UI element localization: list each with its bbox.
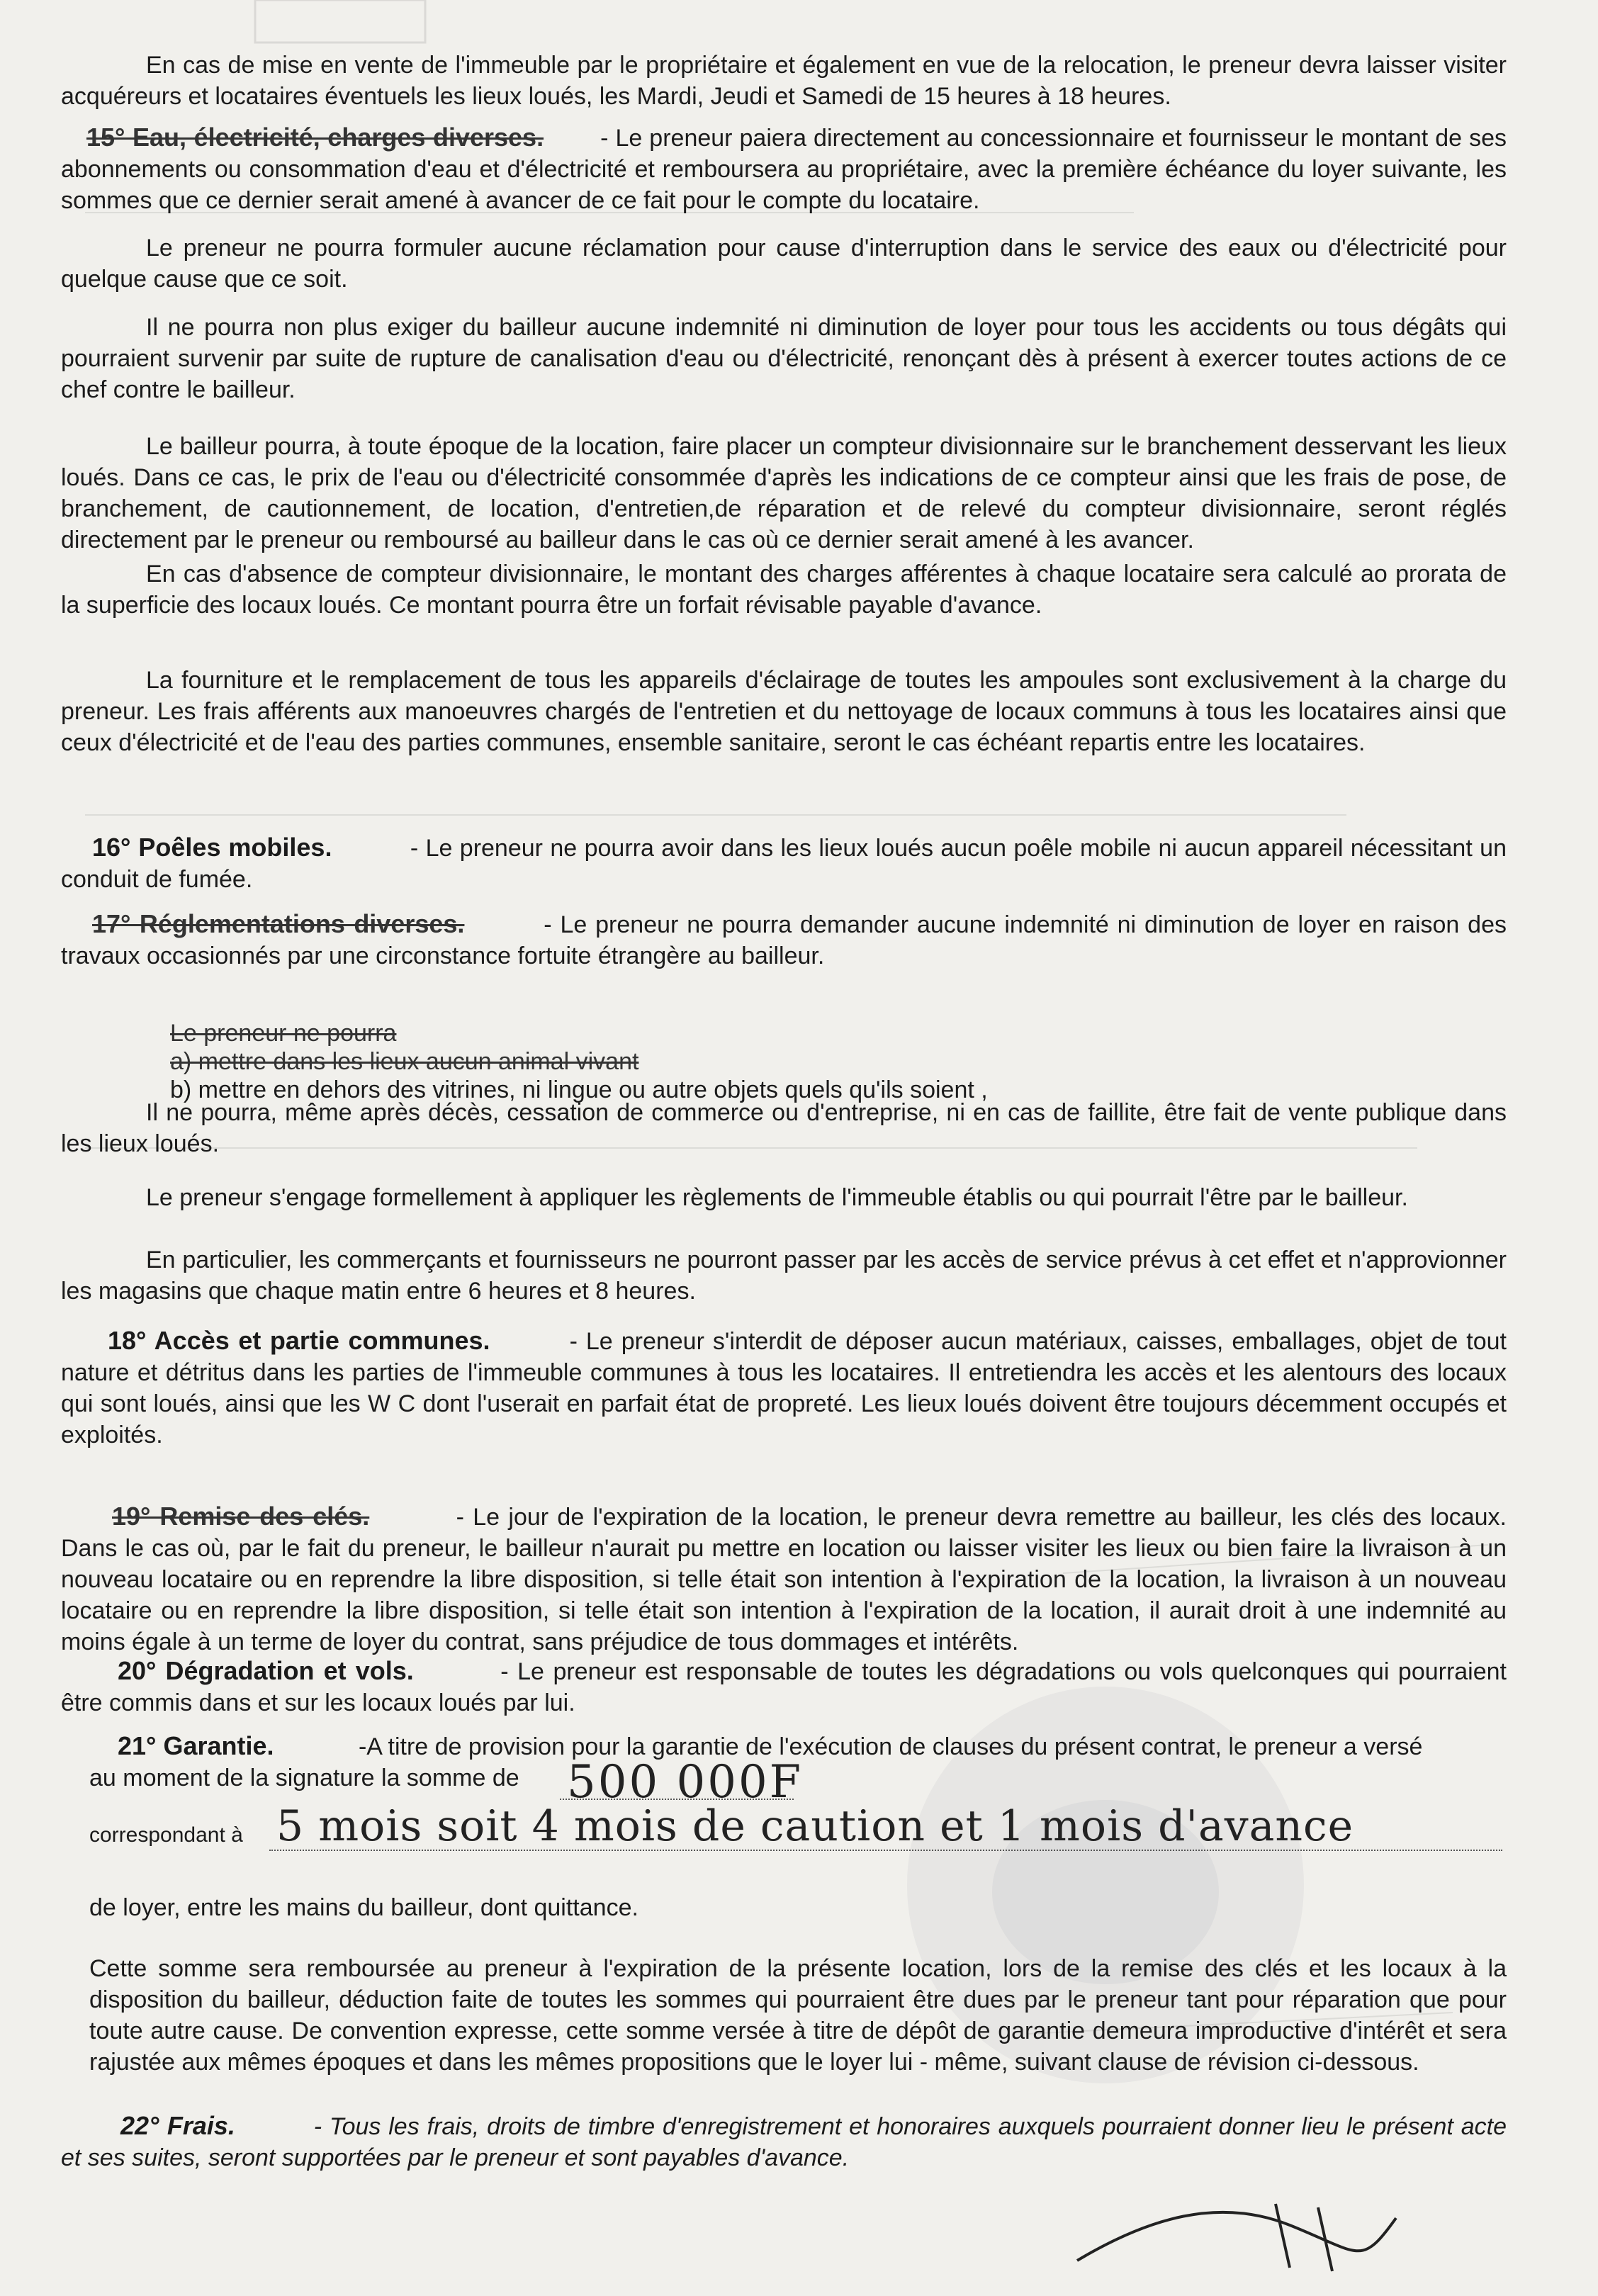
section-20-heading: 20° Dégradation et vols. bbox=[118, 1656, 414, 1685]
section-17-text-1: - Le preneur ne pourra demander aucune indemnité ni diminution de loyer en raison des travaux occasionnés par une circonstance fortuite étrangère au bailleur. bbox=[61, 911, 1507, 969]
section-21-para-2 bbox=[61, 1892, 1507, 1923]
section-21-text-3: Cette somme sera remboursée au preneur à l'expiration de la présente location, lors de la remise des clés et les locaux à la disposition du bailleur, déduction faite de toutes les sommes qui pourraient être dues par le preneur tant pour réparation que pour toute autre cause. De convention expresse, cette somme versée à titre de dépôt de garantie demeura improductive d'intérêt et sera rajustée aux mêmes époques et dans les mêmes propositions que le loyer lui - même, suivant clause de révision ci-dessous. bbox=[89, 1955, 1507, 2076]
section-15 bbox=[61, 122, 1507, 216]
section-22 bbox=[61, 2110, 1507, 2173]
section-17-text-2: Il ne pourra, même après décès, cessation de commerce ou d'entreprise, ni en cas de faillite, être fait de vente publique dans les lieux loués. bbox=[61, 1099, 1507, 1157]
section-19 bbox=[61, 1501, 1507, 1658]
section-22-text: - Tous les frais, droits de timbre d'enregistrement et honoraires auxquels pourraient donner lieu le présent acte et ses suites, seront supportées par le preneur et sont payables d'avance. bbox=[61, 2113, 1507, 2171]
intro-paragraph bbox=[61, 50, 1507, 112]
section-17-item-b: b) mettre en dehors des vitrines, ni lingue ou autre objets quels qu'ils soient , bbox=[170, 1076, 988, 1103]
section-18 bbox=[61, 1325, 1507, 1451]
section-15-text-6: La fourniture et le remplacement de tous les appareils d'éclairage de toutes les ampoules sont exclusivement à la charge du preneur. Les frais afférents aux manoeuvres chargés de l'entretien et du nettoyage de locaux communs à tous les locataires ainsi que ceux d'électricité et de l'eau des parties communes, ensemble sanitaire, seront le cas échéant repartis entre les locataires. bbox=[61, 667, 1507, 756]
section-17-para-2 bbox=[61, 1097, 1507, 1159]
section-17-item-a: a) mettre dans les lieux aucun animal vivant bbox=[170, 1048, 639, 1075]
section-17-text-3: Le preneur s'engage formellement à appliquer les règlements de l'immeuble établis ou qui pourrait l'être par le bailleur. bbox=[146, 1184, 1408, 1211]
section-16 bbox=[61, 832, 1507, 895]
section-17-heading: 17° Réglementations diverses. bbox=[92, 909, 465, 938]
section-20 bbox=[61, 1655, 1507, 1718]
section-21-corr-label: correspondant à bbox=[89, 1823, 243, 1847]
section-17 bbox=[61, 908, 1507, 972]
section-15-text-1: - Le preneur paiera directement au concessionnaire et fournisseur le montant de ses abonnements ou consommation d'eau et d'électricité et remboursera au propriétaire, avec la première échéance du loyer suivante, les sommes que ce dernier serait amené à avancer de ce fait pour le compte du locataire. bbox=[61, 125, 1507, 214]
section-21-text-1: -A titre de provision pour la garantie de l'exécution de clauses du présent contrat, le preneur a versé bbox=[358, 1733, 1423, 1760]
section-15-para-4 bbox=[61, 431, 1507, 556]
section-17-lead: Le preneur ne pourra bbox=[170, 1020, 397, 1047]
section-15-para-2 bbox=[61, 232, 1507, 295]
section-15-para-5 bbox=[61, 558, 1507, 621]
section-16-heading: 16° Poêles mobiles. bbox=[92, 833, 332, 862]
section-21-para-3 bbox=[61, 1953, 1507, 2078]
section-15-text-2: Le preneur ne pourra formuler aucune réclamation pour cause d'interruption dans le service des eaux ou d'électricité pour quelque cause que ce soit. bbox=[61, 235, 1507, 293]
section-22-heading: 22° Frais. bbox=[120, 2111, 235, 2140]
section-20-text: - Le preneur est responsable de toutes les dégradations ou vols quelconques qui pourraient être commis dans et sur les locaux loués par lui. bbox=[61, 1658, 1507, 1716]
amount-handwritten: 500 000F bbox=[567, 1756, 804, 1808]
section-15-text-5: En cas d'absence de compteur divisionnaire, le montant des charges afférentes à chaque locataire sera calculé ao prorata de la superficie des locaux loués. Ce montant pourra être un forfait révisable payable d'avance. bbox=[61, 561, 1507, 619]
section-17-text-4: En particulier, les commerçants et fournisseurs ne pourront passer par les accès de service prévus à cet effet et n'approvionner les magasins que chaque matin entre 6 heures et 8 heures. bbox=[61, 1247, 1507, 1305]
section-18-heading: 18° Accès et partie communes. bbox=[108, 1326, 490, 1355]
section-17-para-3 bbox=[61, 1182, 1507, 1213]
section-21-heading: 21° Garantie. bbox=[118, 1731, 274, 1760]
section-18-text: - Le preneur s'interdit de déposer aucun matériaux, caisses, emballages, objet de tout nature et détritus dans les parties de l'immeuble communes à tous les locataires. Il entretiendra les accès et les alentours des locaux qui sont loués, ainsi que les W C dont l'userait en parfait état de propreté. Les lieux loués doivent être toujours décemment occupés et exploités. bbox=[61, 1328, 1507, 1448]
section-17-para-4 bbox=[61, 1244, 1507, 1307]
section-21-text-1b: au moment de la signature la somme de bbox=[89, 1765, 519, 1791]
section-15-heading: 15° Eau, électricité, charges diverses. bbox=[86, 123, 544, 152]
section-15-para-6 bbox=[61, 665, 1507, 758]
section-15-para-3 bbox=[61, 312, 1507, 405]
intro-text: En cas de mise en vente de l'immeuble par le propriétaire et également en vue de la relocation, le preneur devra laisser visiter acquéreurs et locataires éventuels les lieux loués, les Mardi, Jeudi et Samedi de 15 heures à 18 heures. bbox=[61, 52, 1507, 110]
section-19-heading: 19° Remise des clés. bbox=[112, 1502, 370, 1531]
signature-mark bbox=[1063, 2176, 1417, 2282]
corr-handwritten: 5 mois soit 4 mois de caution et 1 mois d'avance bbox=[276, 1801, 1354, 1851]
section-16-text: - Le preneur ne pourra avoir dans les lieux loués aucun poêle mobile ni aucun appareil nécessitant un conduit de fumée. bbox=[61, 835, 1507, 893]
section-21-text-2: de loyer, entre les mains du bailleur, dont quittance. bbox=[89, 1894, 638, 1921]
section-17-list bbox=[170, 1019, 1446, 1104]
section-15-text-3: Il ne pourra non plus exiger du bailleur aucune indemnité ni diminution de loyer pour tous les accidents ou tous dégâts qui pourraient survenir par suite de rupture de canalisation d'eau ou d'électricité, renonçant dès à présent à exercer toutes actions de ce chef contre le bailleur. bbox=[61, 314, 1507, 403]
section-19-text: - Le jour de l'expiration de la location, le preneur devra remettre au bailleur, les clés des locaux. Dans le cas où, par le fait du preneur, le bailleur n'aurait pu mettre en location ou laisser visiter les lieux ou bien faire la livraison à un nouveau locataire ou en reprendre la libre disposition, si telle était son intention à l'expiration de la location, la livraison à un nouveau locataire ou en reprendre la libre disposition, si telle était son intention à l'expiration de la location, il aurait droit à une indemnité au moins égale à un terme de loyer du contrat, sans préjudice de tous dommages et intérêts. bbox=[61, 1504, 1507, 1655]
section-15-text-4: Le bailleur pourra, à toute époque de la location, faire placer un compteur divisionnaire sur le branchement desservant les lieux loués. Dans ce cas, le prix de l'eau ou d'électricité consommée d'après les indications de ce compteur ainsi que les frais de pose, de branchement, de cautionnement, de location, d'entretien,de réparation et de relevé du compteur divisionnaire, seront réglés directement par le preneur ou remboursé au bailleur dans le cas où ce dernier serait amené à les avancer. bbox=[61, 433, 1507, 553]
